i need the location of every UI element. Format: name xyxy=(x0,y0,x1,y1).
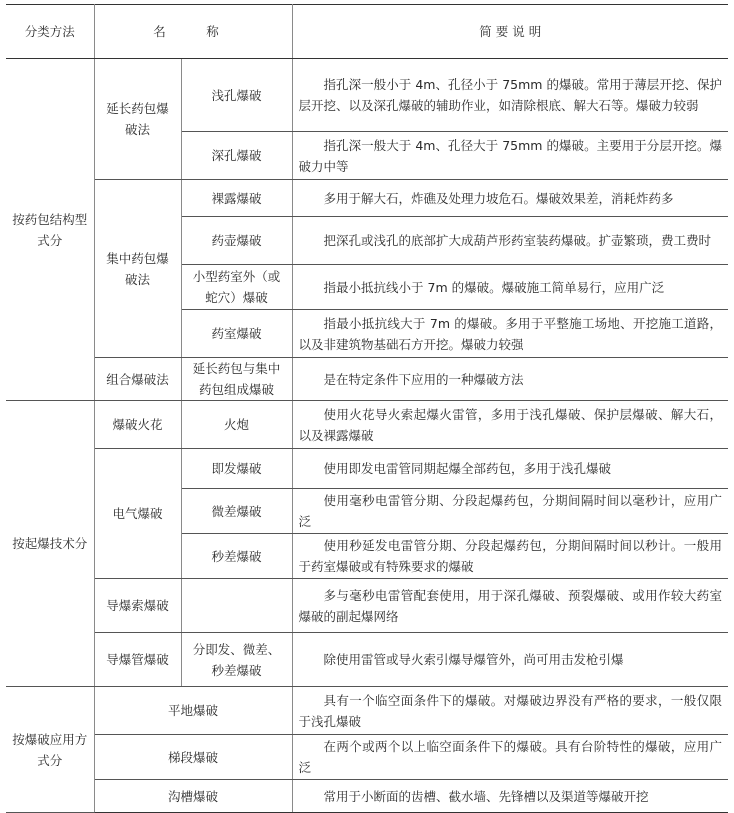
subgroup-label: 导爆索爆破 xyxy=(94,579,181,633)
item-description: 使用秒延发电雷管分期、分段起爆药包，分期间隔时间以秒计。一般用于药室爆破或有特殊要求的爆破 xyxy=(292,534,728,579)
item-name: 药壶爆破 xyxy=(181,217,292,265)
item-name: 火炮 xyxy=(181,401,292,449)
table-row xyxy=(6,687,728,735)
subgroup-label: 导爆管爆破 xyxy=(94,633,181,687)
header-row xyxy=(6,5,728,59)
item-description: 指孔深一般大于 4m、孔径大于 75mm 的爆破。主要用于分层开挖。爆破力中等 xyxy=(292,132,728,180)
item-name: 分即发、微差、秒差爆破 xyxy=(181,633,292,687)
header-description: 简 要 说 明 xyxy=(292,5,728,59)
item-name: 平地爆破 xyxy=(94,687,292,735)
table-row xyxy=(6,735,728,780)
item-description: 是在特定条件下应用的一种爆破方法 xyxy=(292,358,728,401)
item-name: 梯段爆破 xyxy=(94,735,292,780)
subgroup-label: 组合爆破法 xyxy=(94,358,181,401)
item-description: 在两个或两个以上临空面条件下的爆破。具有台阶特性的爆破，应用广泛 xyxy=(292,735,728,780)
item-description: 除使用雷管或导火索引爆导爆管外，尚可用击发枪引爆 xyxy=(292,633,728,687)
subgroup-label: 集中药包爆破法 xyxy=(94,180,181,358)
item-name: 即发爆破 xyxy=(181,449,292,489)
table-row xyxy=(6,780,728,813)
group-label-detonation: 按起爆技术分 xyxy=(6,401,94,687)
table-row xyxy=(6,358,728,401)
subgroup-label: 爆破火花 xyxy=(94,401,181,449)
item-description: 把深孔或浅孔的底部扩大成葫芦形药室装药爆破。扩壶繁琐，费工费时 xyxy=(292,217,728,265)
item-name: 小型药室外（或蛇穴）爆破 xyxy=(181,265,292,310)
table-row xyxy=(6,401,728,449)
item-name: 深孔爆破 xyxy=(181,132,292,180)
item-description: 指最小抵抗线大于 7m 的爆破。多用于平整施工场地、开挖施工道路，以及非建筑物基础石方开挖。爆破力较强 xyxy=(292,310,728,358)
item-description: 具有一个临空面条件下的爆破。对爆破边界没有严格的要求，一般仅限于浅孔爆破 xyxy=(292,687,728,735)
item-name: 延长药包与集中药包组成爆破 xyxy=(181,358,292,401)
group-label-application: 按爆破应用方式分 xyxy=(6,687,94,813)
table-row xyxy=(6,59,728,132)
item-description: 使用毫秒电雷管分期、分段起爆药包，分期间隔时间以毫秒计，应用广泛 xyxy=(292,489,728,534)
item-name: 浅孔爆破 xyxy=(181,59,292,132)
item-description: 使用即发电雷管同期起爆全部药包，多用于浅孔爆破 xyxy=(292,449,728,489)
subgroup-label: 电气爆破 xyxy=(94,449,181,579)
table-row xyxy=(6,180,728,217)
item-name: 秒差爆破 xyxy=(181,534,292,579)
item-name: 微差爆破 xyxy=(181,489,292,534)
item-description: 指孔深一般小于 4m、孔径小于 75mm 的爆破。常用于薄层开挖、保护层开挖、以及深孔爆破的辅助作业，如清除根底、解大石等。爆破力较弱 xyxy=(292,59,728,132)
item-description: 多用于解大石，炸礁及处理力坡危石。爆破效果差，消耗炸药多 xyxy=(292,180,728,217)
blasting-classification-table xyxy=(6,4,728,813)
item-name xyxy=(181,579,292,633)
item-description: 常用于小断面的齿槽、截水墙、先锋槽以及渠道等爆破开挖 xyxy=(292,780,728,813)
subgroup-label: 延长药包爆破法 xyxy=(94,59,181,180)
header-method: 分类方法 xyxy=(6,5,94,59)
item-name: 沟槽爆破 xyxy=(94,780,292,813)
table-row xyxy=(6,633,728,687)
header-name: 名 称 xyxy=(94,5,292,59)
group-label-structure: 按药包结构型式分 xyxy=(6,59,94,401)
table-row xyxy=(6,579,728,633)
item-description: 使用火花导火索起爆火雷管，多用于浅孔爆破、保护层爆破、解大石，以及裸露爆破 xyxy=(292,401,728,449)
item-description: 多与毫秒电雷管配套使用，用于深孔爆破、预裂爆破、或用作较大药室爆破的副起爆网络 xyxy=(292,579,728,633)
table-row xyxy=(6,449,728,489)
item-name: 裸露爆破 xyxy=(181,180,292,217)
item-description: 指最小抵抗线小于 7m 的爆破。爆破施工简单易行，应用广泛 xyxy=(292,265,728,310)
item-name: 药室爆破 xyxy=(181,310,292,358)
